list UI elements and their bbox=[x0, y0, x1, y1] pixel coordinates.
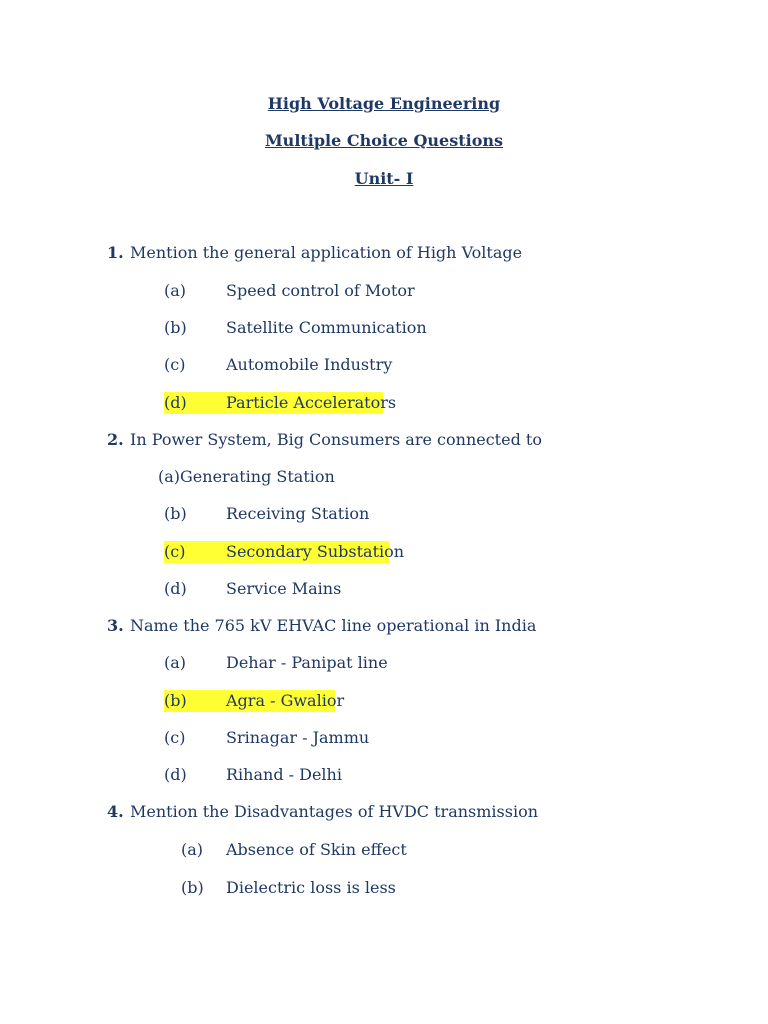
question-text: In Power System, Big Consumers are connected to bbox=[130, 430, 542, 449]
question-1-option-d bbox=[164, 392, 397, 414]
option-label: (d) bbox=[164, 579, 187, 598]
question-text: Name the 765 kV EHVAC line operational in India bbox=[130, 616, 537, 635]
option-label: (d) bbox=[164, 393, 187, 412]
option-text: Speed control of Motor bbox=[226, 281, 415, 300]
question-3-option-c bbox=[164, 727, 404, 749]
question-2-option-b bbox=[164, 503, 404, 525]
question-1-option-c bbox=[164, 354, 404, 376]
option-label: (c) bbox=[164, 355, 186, 374]
option-label: (a)Generating Station bbox=[158, 467, 335, 486]
option-label: (c) bbox=[164, 728, 186, 747]
question-number: 2. bbox=[107, 430, 124, 449]
option-label: (b) bbox=[164, 691, 187, 710]
option-text: Particle Accelerators bbox=[226, 393, 397, 412]
option-label: (b) bbox=[164, 504, 187, 523]
option-text: Srinagar - Jammu bbox=[226, 728, 370, 747]
unit-heading: Unit- I bbox=[354, 169, 414, 188]
question-1-option-a bbox=[164, 280, 415, 302]
document-subtitle: Multiple Choice Questions bbox=[264, 131, 504, 150]
option-text: Receiving Station bbox=[226, 504, 370, 523]
option-text: Automobile Industry bbox=[226, 355, 393, 374]
option-text: Secondary Substation bbox=[226, 542, 405, 561]
question-2-option-c bbox=[164, 541, 405, 563]
option-text: Dielectric loss is less bbox=[226, 878, 396, 897]
question-3-option-a bbox=[164, 652, 404, 674]
document-title: High Voltage Engineering bbox=[267, 94, 501, 113]
question-text: Mention the general application of High Voltage bbox=[130, 243, 523, 262]
option-text: Dehar - Panipat line bbox=[226, 653, 388, 672]
question-2-option-d bbox=[164, 578, 404, 600]
option-label: (c) bbox=[164, 542, 186, 561]
question-1-option-b bbox=[164, 317, 427, 339]
option-label: (b) bbox=[181, 878, 204, 897]
option-label: (d) bbox=[164, 765, 187, 784]
option-text: Service Mains bbox=[226, 579, 342, 598]
question-number: 1. bbox=[107, 243, 124, 262]
option-text: Absence of Skin effect bbox=[226, 840, 407, 859]
question-text: Mention the Disadvantages of HVDC transmission bbox=[130, 802, 539, 821]
question-number: 4. bbox=[107, 802, 124, 821]
question-number: 3. bbox=[107, 616, 124, 635]
option-label: (b) bbox=[164, 318, 187, 337]
question-4-option-b bbox=[181, 877, 421, 899]
question-3-option-d bbox=[164, 764, 404, 786]
option-label: (a) bbox=[181, 840, 204, 859]
option-text: Rihand - Delhi bbox=[226, 765, 342, 784]
question-2-option-a bbox=[158, 466, 418, 488]
question-4-option-a bbox=[181, 839, 421, 861]
option-label: (a) bbox=[164, 281, 187, 300]
question-3-option-b bbox=[164, 690, 345, 712]
option-label: (a) bbox=[164, 653, 187, 672]
option-text: Satellite Communication bbox=[226, 318, 427, 337]
option-text: Agra - Gwalior bbox=[226, 691, 345, 710]
